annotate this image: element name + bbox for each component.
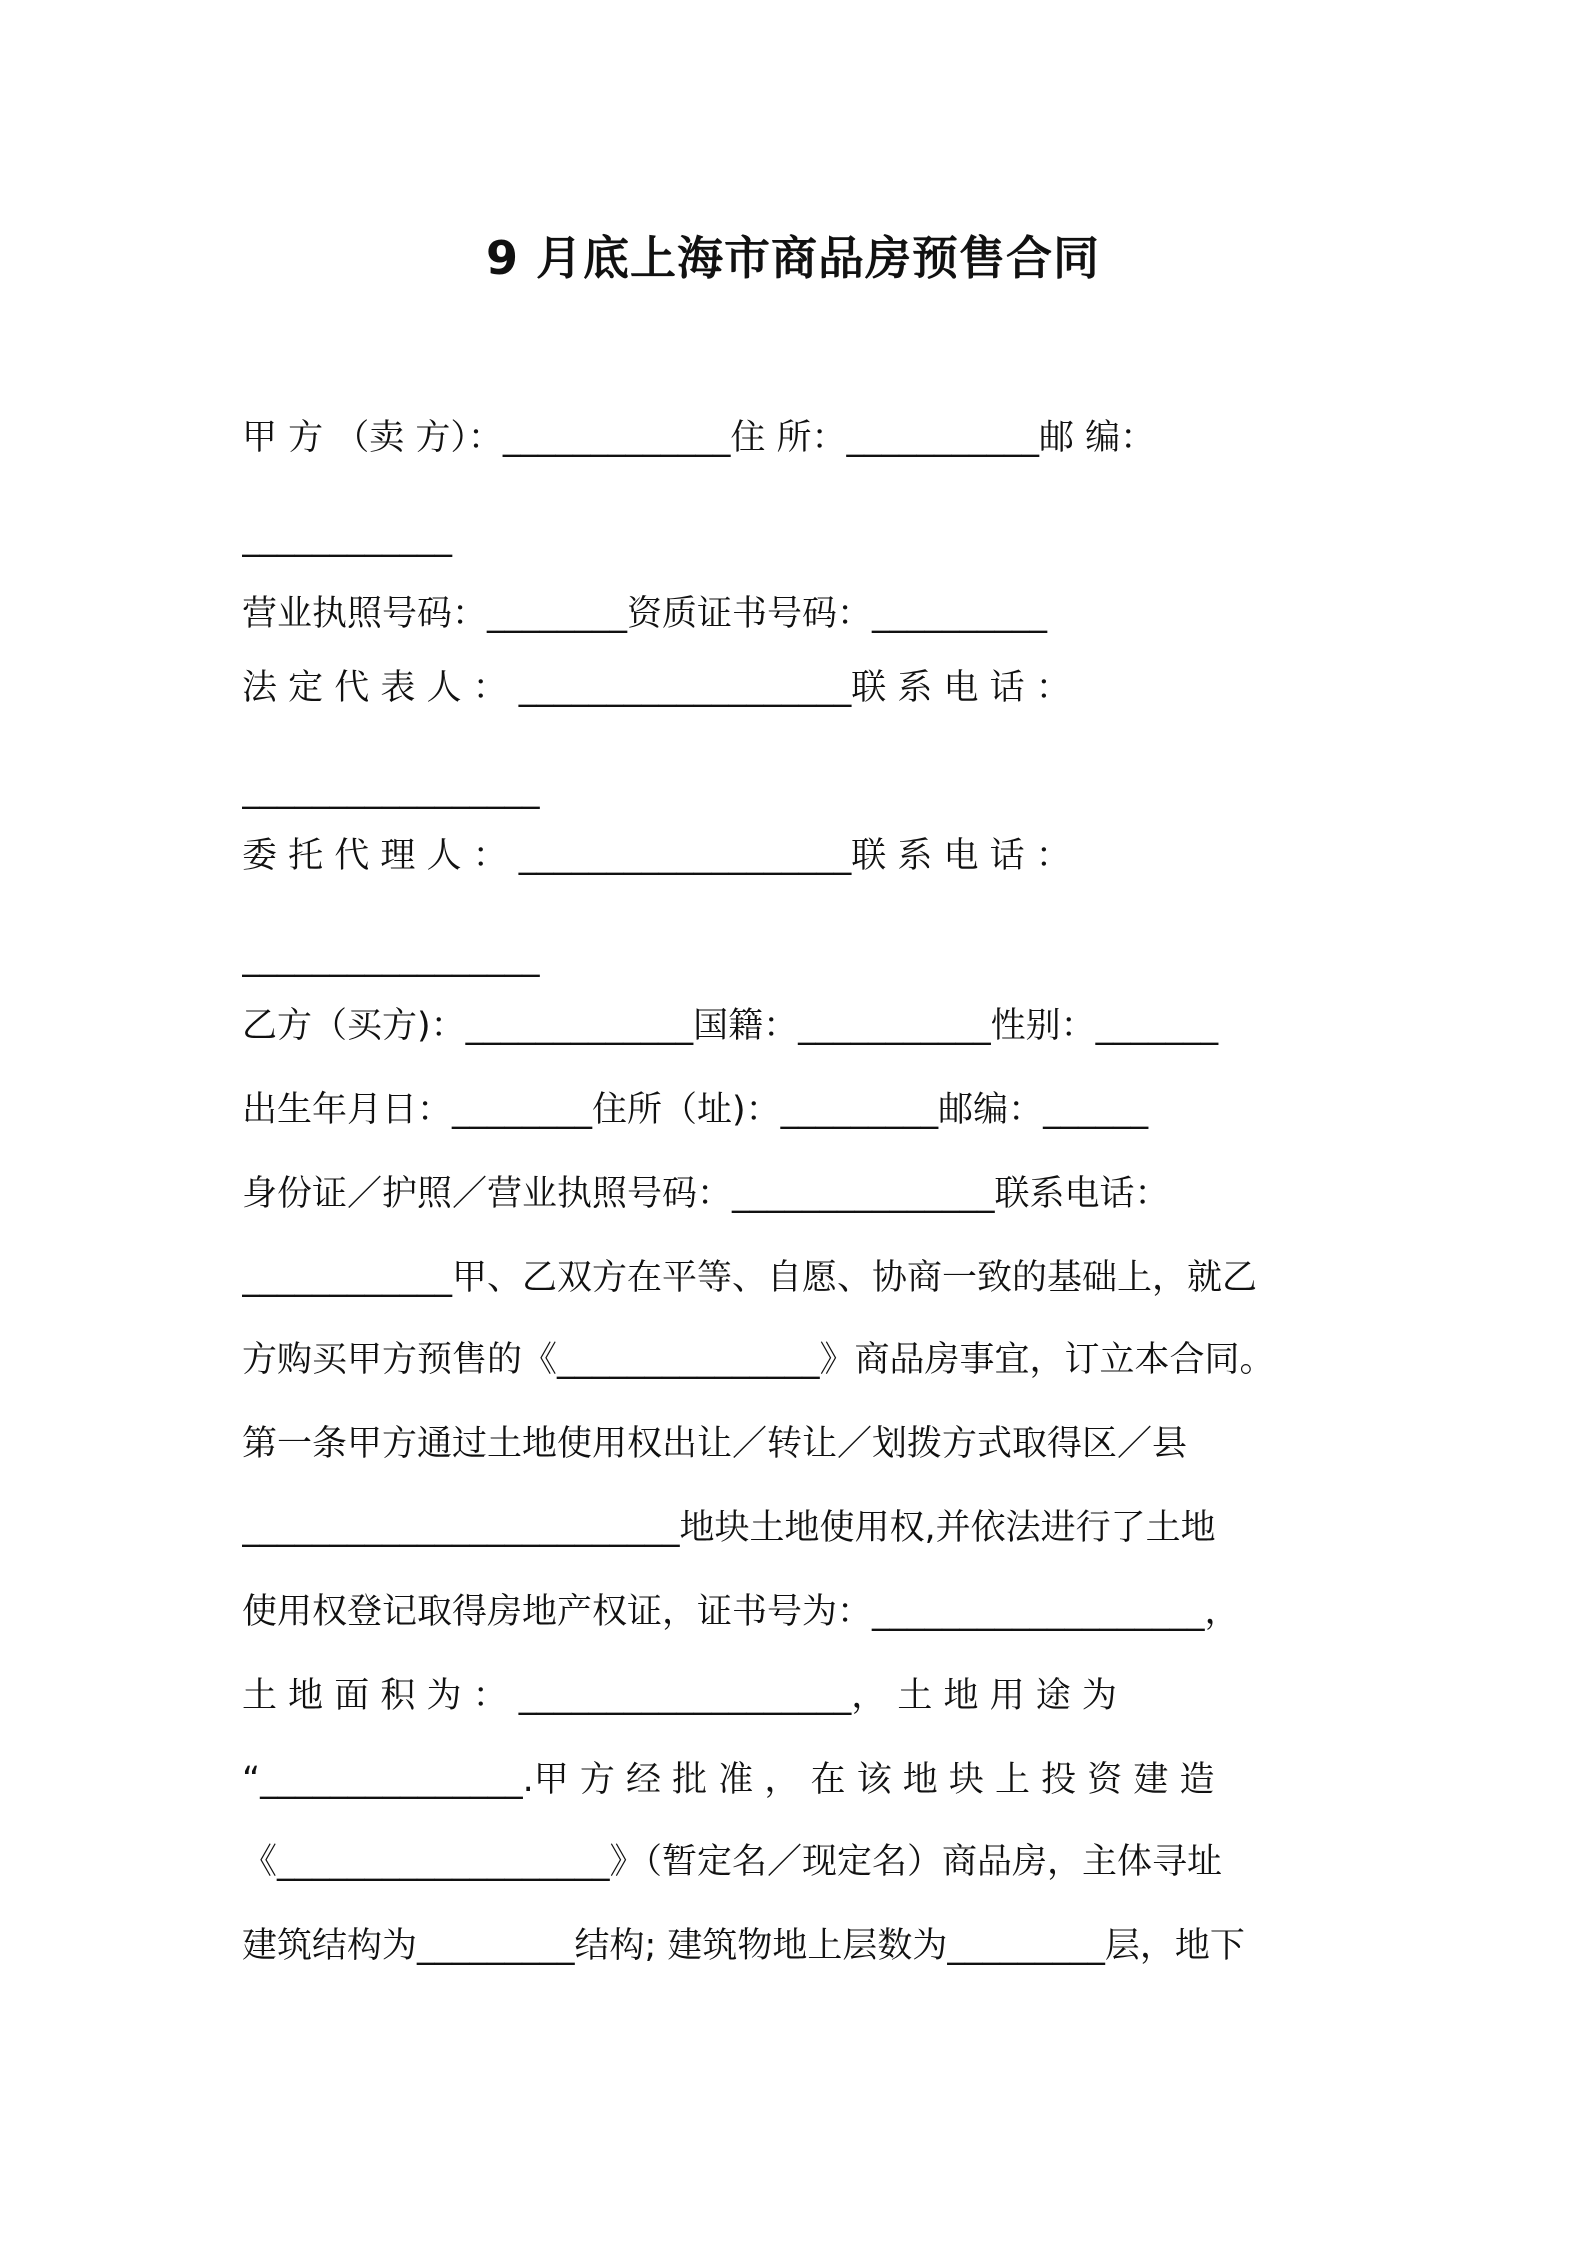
legal-representative-line: 法 定 代 表 人 ： ___________________联 系 电 话 ： [242,668,1071,708]
id-number-line: 身份证／护照／营业执照号码：_______________联系电话： [242,1174,1170,1214]
birth-address-line: 出生年月日：________住所（址)：_________邮编：______ [242,1090,1149,1130]
party-a-postcode-blank: ____________ [242,518,452,558]
article-1-line-4: 土 地 面 积 为 ： ___________________， 土 地 用 途 为 [242,1676,1117,1716]
agreement-line-1: ____________甲、乙双方在平等、自愿、协商一致的基础上，就乙 [242,1258,1258,1298]
party-b-line: 乙方（买方)：_____________国籍：___________性别：_______ [242,1006,1219,1046]
party-a-line: 甲 方 （卖 方）：_____________住 所：___________邮 编： [242,418,1156,458]
agent-line: 委 托 代 理 人 ： ___________________联 系 电 话 ： [242,836,1071,876]
article-1-line-2: _________________________地块土地使用权,并依法进行了土地 [242,1508,1216,1548]
article-1-line-3: 使用权登记取得房地产权证，证书号为：___________________， [242,1592,1240,1632]
document-title: 9 月底上海市商品房预售合同 [485,231,1101,285]
article-1-line-6: 《___________________》（暂定名／现定名）商品房，主体寻址 [242,1842,1223,1882]
agreement-line-2: 方购买甲方预售的《_______________》商品房事宜，订立本合同。 [242,1340,1275,1380]
legal-representative-phone-blank: _________________ [242,770,540,810]
article-1-line-1: 第一条甲方通过土地使用权出让／转让／划拨方式取得区／县 [242,1424,1188,1464]
article-1-line-5: “_______________.甲 方 经 批 准 ， 在 该 地 块 上 投 资 建 造 [242,1760,1215,1800]
license-line: 营业执照号码：________资质证书号码：__________ [242,594,1048,634]
article-1-line-7: 建筑结构为_________结构; 建筑物地上层数为_________层，地下 [242,1926,1245,1966]
agent-phone-blank: _________________ [242,938,540,978]
